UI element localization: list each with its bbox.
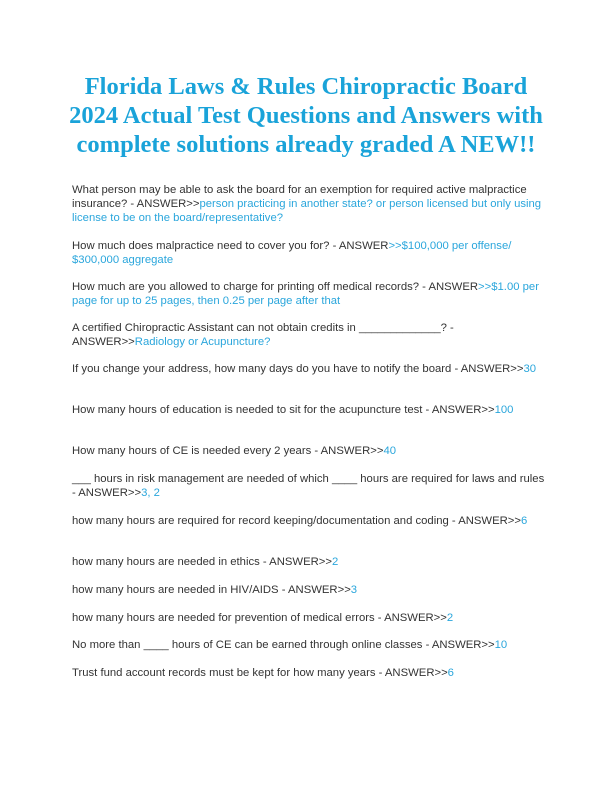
- question-text: How much does malpractice need to cover you for? - ANSWER: [72, 240, 389, 252]
- question-text: No more than ____ hours of CE can be earned through online classes - ANSWER>>: [72, 639, 495, 651]
- qa-item-5: [72, 362, 550, 376]
- answer-text: >>$1.00 per page for up to 25 pages, then 0.25 per page after that: [72, 281, 539, 307]
- qa-item-8: [72, 472, 550, 500]
- qa-item-11: [72, 583, 550, 597]
- answer-text: >>$100,000 per offense/ $300,000 aggregate: [72, 240, 512, 266]
- answer-text: 6: [447, 667, 454, 679]
- question-text: If you change your address, how many days do you have to notify the board - ANSWER>>: [72, 363, 524, 375]
- qa-item-10: [72, 555, 550, 569]
- answer-text: 3: [350, 584, 358, 596]
- title-line-1: Florida Laws & Rules Chiropractic Board: [84, 73, 528, 100]
- title-line-3: complete solutions already graded A NEW!!: [76, 131, 536, 158]
- question-text: Trust fund account records must be kept for how many years - ANSWER>>: [72, 667, 448, 679]
- document-title: [40, 72, 572, 159]
- question-text: How many hours of CE is needed every 2 years - ANSWER>>: [72, 445, 384, 457]
- question-text: What person may be able to ask the board for an exemption for required active malpractice insurance? - ANSWER>>: [72, 184, 527, 210]
- answer-text: 2: [446, 612, 454, 624]
- answer-text: 6: [521, 515, 528, 527]
- question-text: How much are you allowed to charge for printing off medical records? - ANSWER: [72, 281, 479, 293]
- answer-text: 30: [523, 363, 537, 375]
- answer-text: 40: [383, 445, 397, 457]
- qa-item-2: [72, 239, 550, 267]
- question-text: A certified Chiropractic Assistant can not obtain credits in _____________? - ANSWER>>: [72, 322, 454, 348]
- answer-text: Radiology or Acupuncture?: [134, 336, 271, 348]
- answer-text: 2: [331, 556, 339, 568]
- question-text: how many hours are required for record keeping/documentation and coding - ANSWER>>: [72, 515, 521, 527]
- title-line-2: 2024 Actual Test Questions and Answers with: [69, 102, 543, 129]
- question-text: How many hours of education is needed to sit for the acupuncture test - ANSWER>>: [72, 404, 495, 416]
- qa-item-9: [72, 514, 550, 528]
- question-text: how many hours are needed for prevention of medical errors - ANSWER>>: [72, 612, 447, 624]
- answer-text: 10: [494, 639, 508, 651]
- question-text: how many hours are needed in HIV/AIDS - ANSWER>>: [72, 584, 351, 596]
- qa-item-1: [72, 183, 550, 225]
- qa-item-6: [72, 403, 550, 417]
- question-text: ___ hours in risk management are needed of which ____ hours are required for laws and rules - ANSWER>>: [72, 473, 545, 499]
- qa-item-4: [72, 321, 550, 349]
- qa-item-7: [72, 444, 550, 458]
- qa-item-3: [72, 280, 550, 308]
- qa-item-13: [72, 638, 550, 652]
- qa-item-12: [72, 611, 550, 625]
- answer-text: person practicing in another state? or person licensed but only using license to be on the board/representative?: [72, 198, 542, 224]
- answer-text: 3, 2: [141, 487, 160, 499]
- answer-text: 100: [494, 404, 514, 416]
- question-text: how many hours are needed in ethics - ANSWER>>: [72, 556, 332, 568]
- qa-item-14: [72, 666, 550, 680]
